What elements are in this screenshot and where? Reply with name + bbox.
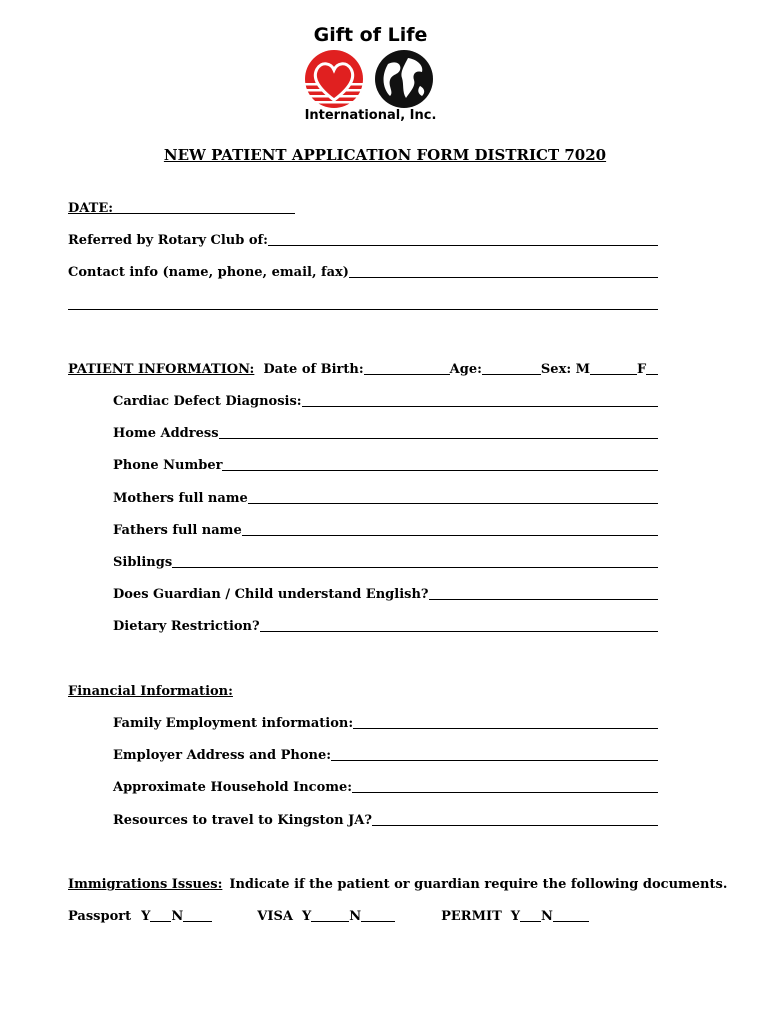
- contact-info-label: Contact info (name, phone, email, fax): [68, 265, 349, 280]
- financial-field-row: [113, 811, 658, 829]
- patient-info-row: [68, 360, 658, 378]
- logo-top-text: Gift of Life: [313, 24, 428, 46]
- financial-heading-row: [68, 682, 368, 700]
- financial-field-field[interactable]: [353, 728, 658, 729]
- immigration-instruction: Indicate if the patient or guardian require the following documents.: [229, 877, 728, 892]
- financial-field-label: Family Employment information:: [113, 716, 354, 731]
- passport-no-field[interactable]: [183, 921, 212, 922]
- passport-label: Passport: [68, 909, 132, 924]
- visa-yes-field[interactable]: [311, 921, 349, 922]
- dob-field[interactable]: [364, 374, 450, 375]
- contact-info-field-2[interactable]: [68, 309, 658, 310]
- patient-field-label: Phone Number: [113, 458, 223, 474]
- patient-field-label: Siblings: [113, 555, 173, 570]
- dob-label: Date of Birth:: [263, 362, 364, 377]
- date-row: [68, 199, 295, 217]
- form-title: NEW PATIENT APPLICATION FORM DISTRICT 7020: [163, 146, 607, 164]
- patient-field-label: Dietary Restriction?: [113, 619, 260, 635]
- referred-by-field[interactable]: [268, 245, 658, 246]
- patient-field-row: [113, 585, 658, 603]
- globe-icon: [375, 50, 433, 108]
- permit-yes-field[interactable]: [520, 921, 541, 922]
- patient-field-field[interactable]: [172, 567, 658, 568]
- patient-field-row: [113, 489, 658, 507]
- financial-field-row: [113, 746, 658, 764]
- visa-no-field[interactable]: [361, 921, 395, 922]
- organization-logo: [298, 24, 443, 128]
- patient-field-label: Does Guardian / Child understand English?: [113, 587, 429, 603]
- sex-female-label: F: [637, 362, 647, 377]
- patient-field-field[interactable]: [248, 503, 658, 504]
- logo-graphic: [304, 50, 438, 108]
- financial-heading: Financial Information:: [68, 684, 233, 699]
- contact-info-field[interactable]: [349, 277, 658, 278]
- patient-field-row: [113, 553, 658, 571]
- financial-field-field[interactable]: [372, 825, 658, 826]
- permit-yes-label: Y: [510, 909, 521, 924]
- patient-field-row: [113, 617, 658, 635]
- sex-male-label: Sex: M: [540, 362, 591, 377]
- patient-field-field[interactable]: [302, 406, 658, 407]
- passport-yes-field[interactable]: [150, 921, 171, 922]
- referred-by-label: Referred by Rotary Club of:: [68, 233, 268, 248]
- referred-by-row: [68, 231, 658, 249]
- passport-yes-label: Y: [141, 909, 151, 924]
- patient-field-field[interactable]: [260, 631, 658, 632]
- patient-field-field[interactable]: [222, 470, 658, 471]
- visa-no-label: N: [349, 909, 362, 924]
- patient-field-field[interactable]: [242, 535, 658, 536]
- permit-no-field[interactable]: [553, 921, 589, 922]
- date-label: DATE:: [68, 201, 114, 216]
- contact-info-row: [68, 263, 658, 281]
- age-label: Age:: [449, 362, 482, 377]
- logo-bottom-text: International, Inc.: [304, 108, 437, 123]
- patient-info-heading: PATIENT INFORMATION:: [68, 362, 255, 377]
- patient-field-row: [113, 456, 658, 474]
- patient-field-row: [113, 424, 658, 442]
- financial-field-field[interactable]: [331, 760, 658, 761]
- financial-field-row: [113, 714, 658, 732]
- permit-label: PERMIT: [441, 909, 502, 924]
- age-field[interactable]: [482, 374, 541, 375]
- heart-icon: [304, 50, 364, 108]
- patient-field-label: Home Address: [113, 426, 219, 442]
- sex-male-field[interactable]: [590, 374, 637, 375]
- financial-field-row: [113, 778, 658, 796]
- financial-field-label: Approximate Household Income:: [113, 780, 353, 796]
- patient-field-label: Fathers full name: [113, 522, 242, 538]
- immigration-heading-row: [68, 875, 728, 893]
- patient-field-label: Cardiac Defect Diagnosis:: [113, 394, 302, 409]
- visa-label: VISA: [257, 909, 293, 924]
- patient-field-field[interactable]: [429, 599, 658, 600]
- permit-no-label: N: [541, 909, 553, 924]
- patient-field-row: [113, 521, 658, 539]
- date-field[interactable]: [113, 213, 295, 214]
- passport-no-label: N: [171, 909, 184, 924]
- patient-field-row: [113, 392, 658, 410]
- financial-field-label: Resources to travel to Kingston JA?: [113, 812, 372, 828]
- visa-yes-label: Y: [301, 909, 312, 924]
- patient-field-label: Mothers full name: [113, 490, 248, 506]
- contact-info-row-2: [68, 295, 658, 313]
- sex-female-field[interactable]: [646, 374, 658, 375]
- financial-field-field[interactable]: [352, 792, 658, 793]
- immigration-heading: Immigrations Issues:: [68, 877, 223, 892]
- financial-field-label: Employer Address and Phone:: [113, 748, 332, 764]
- documents-row: [68, 907, 668, 925]
- patient-field-field[interactable]: [219, 438, 658, 439]
